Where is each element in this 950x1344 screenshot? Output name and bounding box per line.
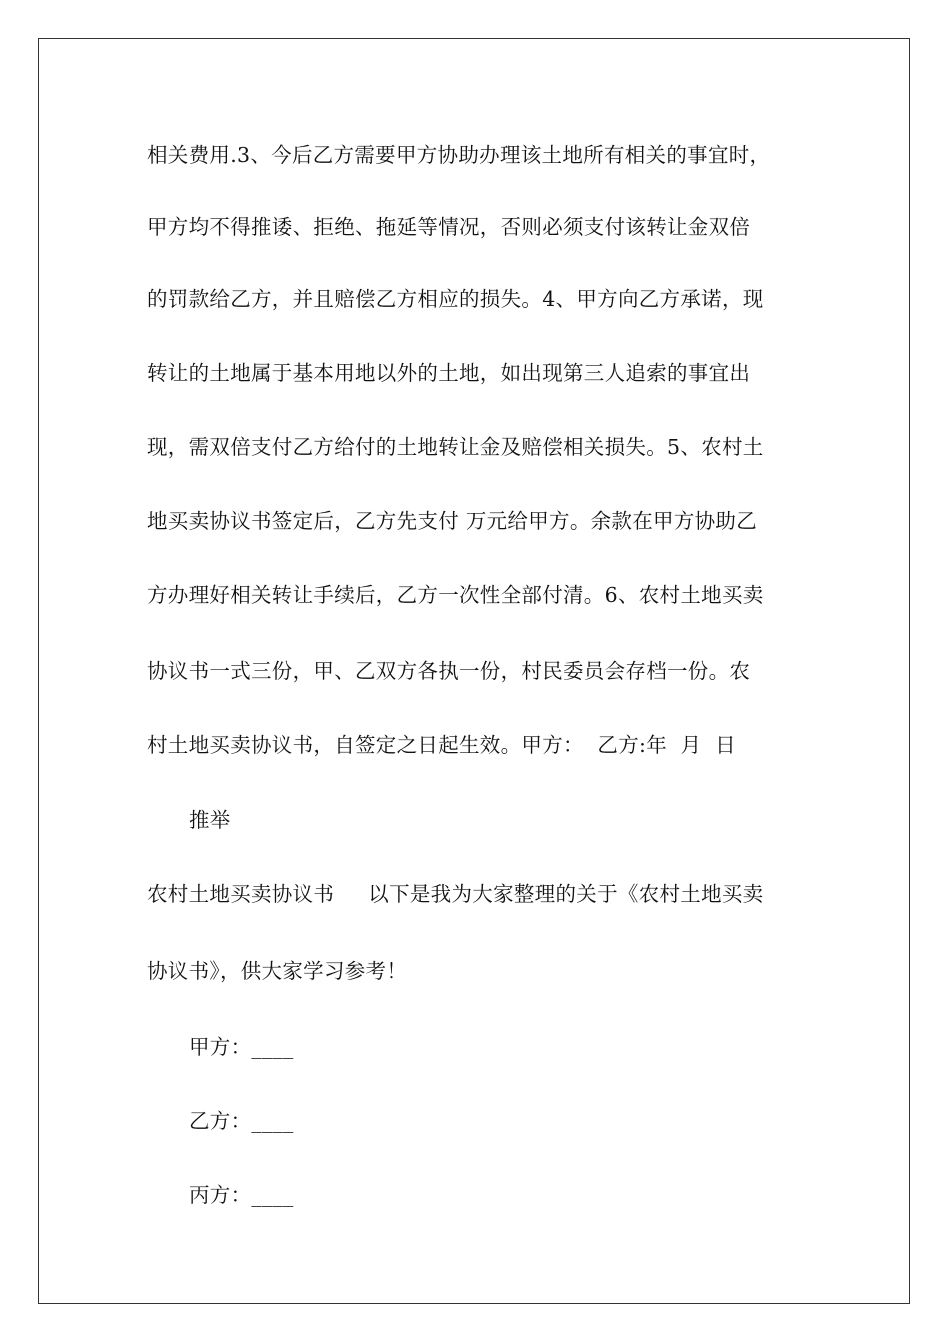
paragraph-line: 农村土地买卖协议书 以下是我为大家整理的关于《农村土地买卖: [147, 882, 764, 906]
paragraph-line: 的罚款给乙方，并且赔偿乙方相应的损失。4、甲方向乙方承诺，现: [147, 287, 764, 311]
party-b-line: 乙方：____: [189, 1109, 294, 1133]
section-heading: 推举: [189, 808, 231, 832]
paragraph-line: 村土地买卖协议书，自签定之日起生效。甲方： 乙方:年 月 日: [147, 733, 736, 757]
paragraph-line: 现，需双倍支付乙方给付的土地转让金及赔偿相关损失。5、农村土: [147, 435, 764, 459]
paragraph-line: 协议书》，供大家学习参考！: [147, 959, 408, 983]
paragraph-line: 转让的土地属于基本用地以外的土地，如出现第三人追索的事宜出: [147, 361, 751, 385]
paragraph-line: 相关费用.3、今后乙方需要甲方协助办理该土地所有相关的事宜时，: [147, 143, 771, 167]
paragraph-line: 地买卖协议书签定后，乙方先支付 万元给甲方。余款在甲方协助乙: [147, 509, 758, 533]
party-c-line: 丙方：____: [189, 1183, 294, 1207]
paragraph-line: 协议书一式三份，甲、乙双方各执一份，村民委员会存档一份。农: [147, 659, 751, 683]
paragraph-line: 甲方均不得推诿、拒绝、拖延等情况，否则必须支付该转让金双倍: [147, 215, 751, 239]
party-a-line: 甲方：____: [189, 1035, 294, 1059]
paragraph-line: 方办理好相关转让手续后，乙方一次性全部付清。6、农村土地买卖: [147, 583, 764, 607]
